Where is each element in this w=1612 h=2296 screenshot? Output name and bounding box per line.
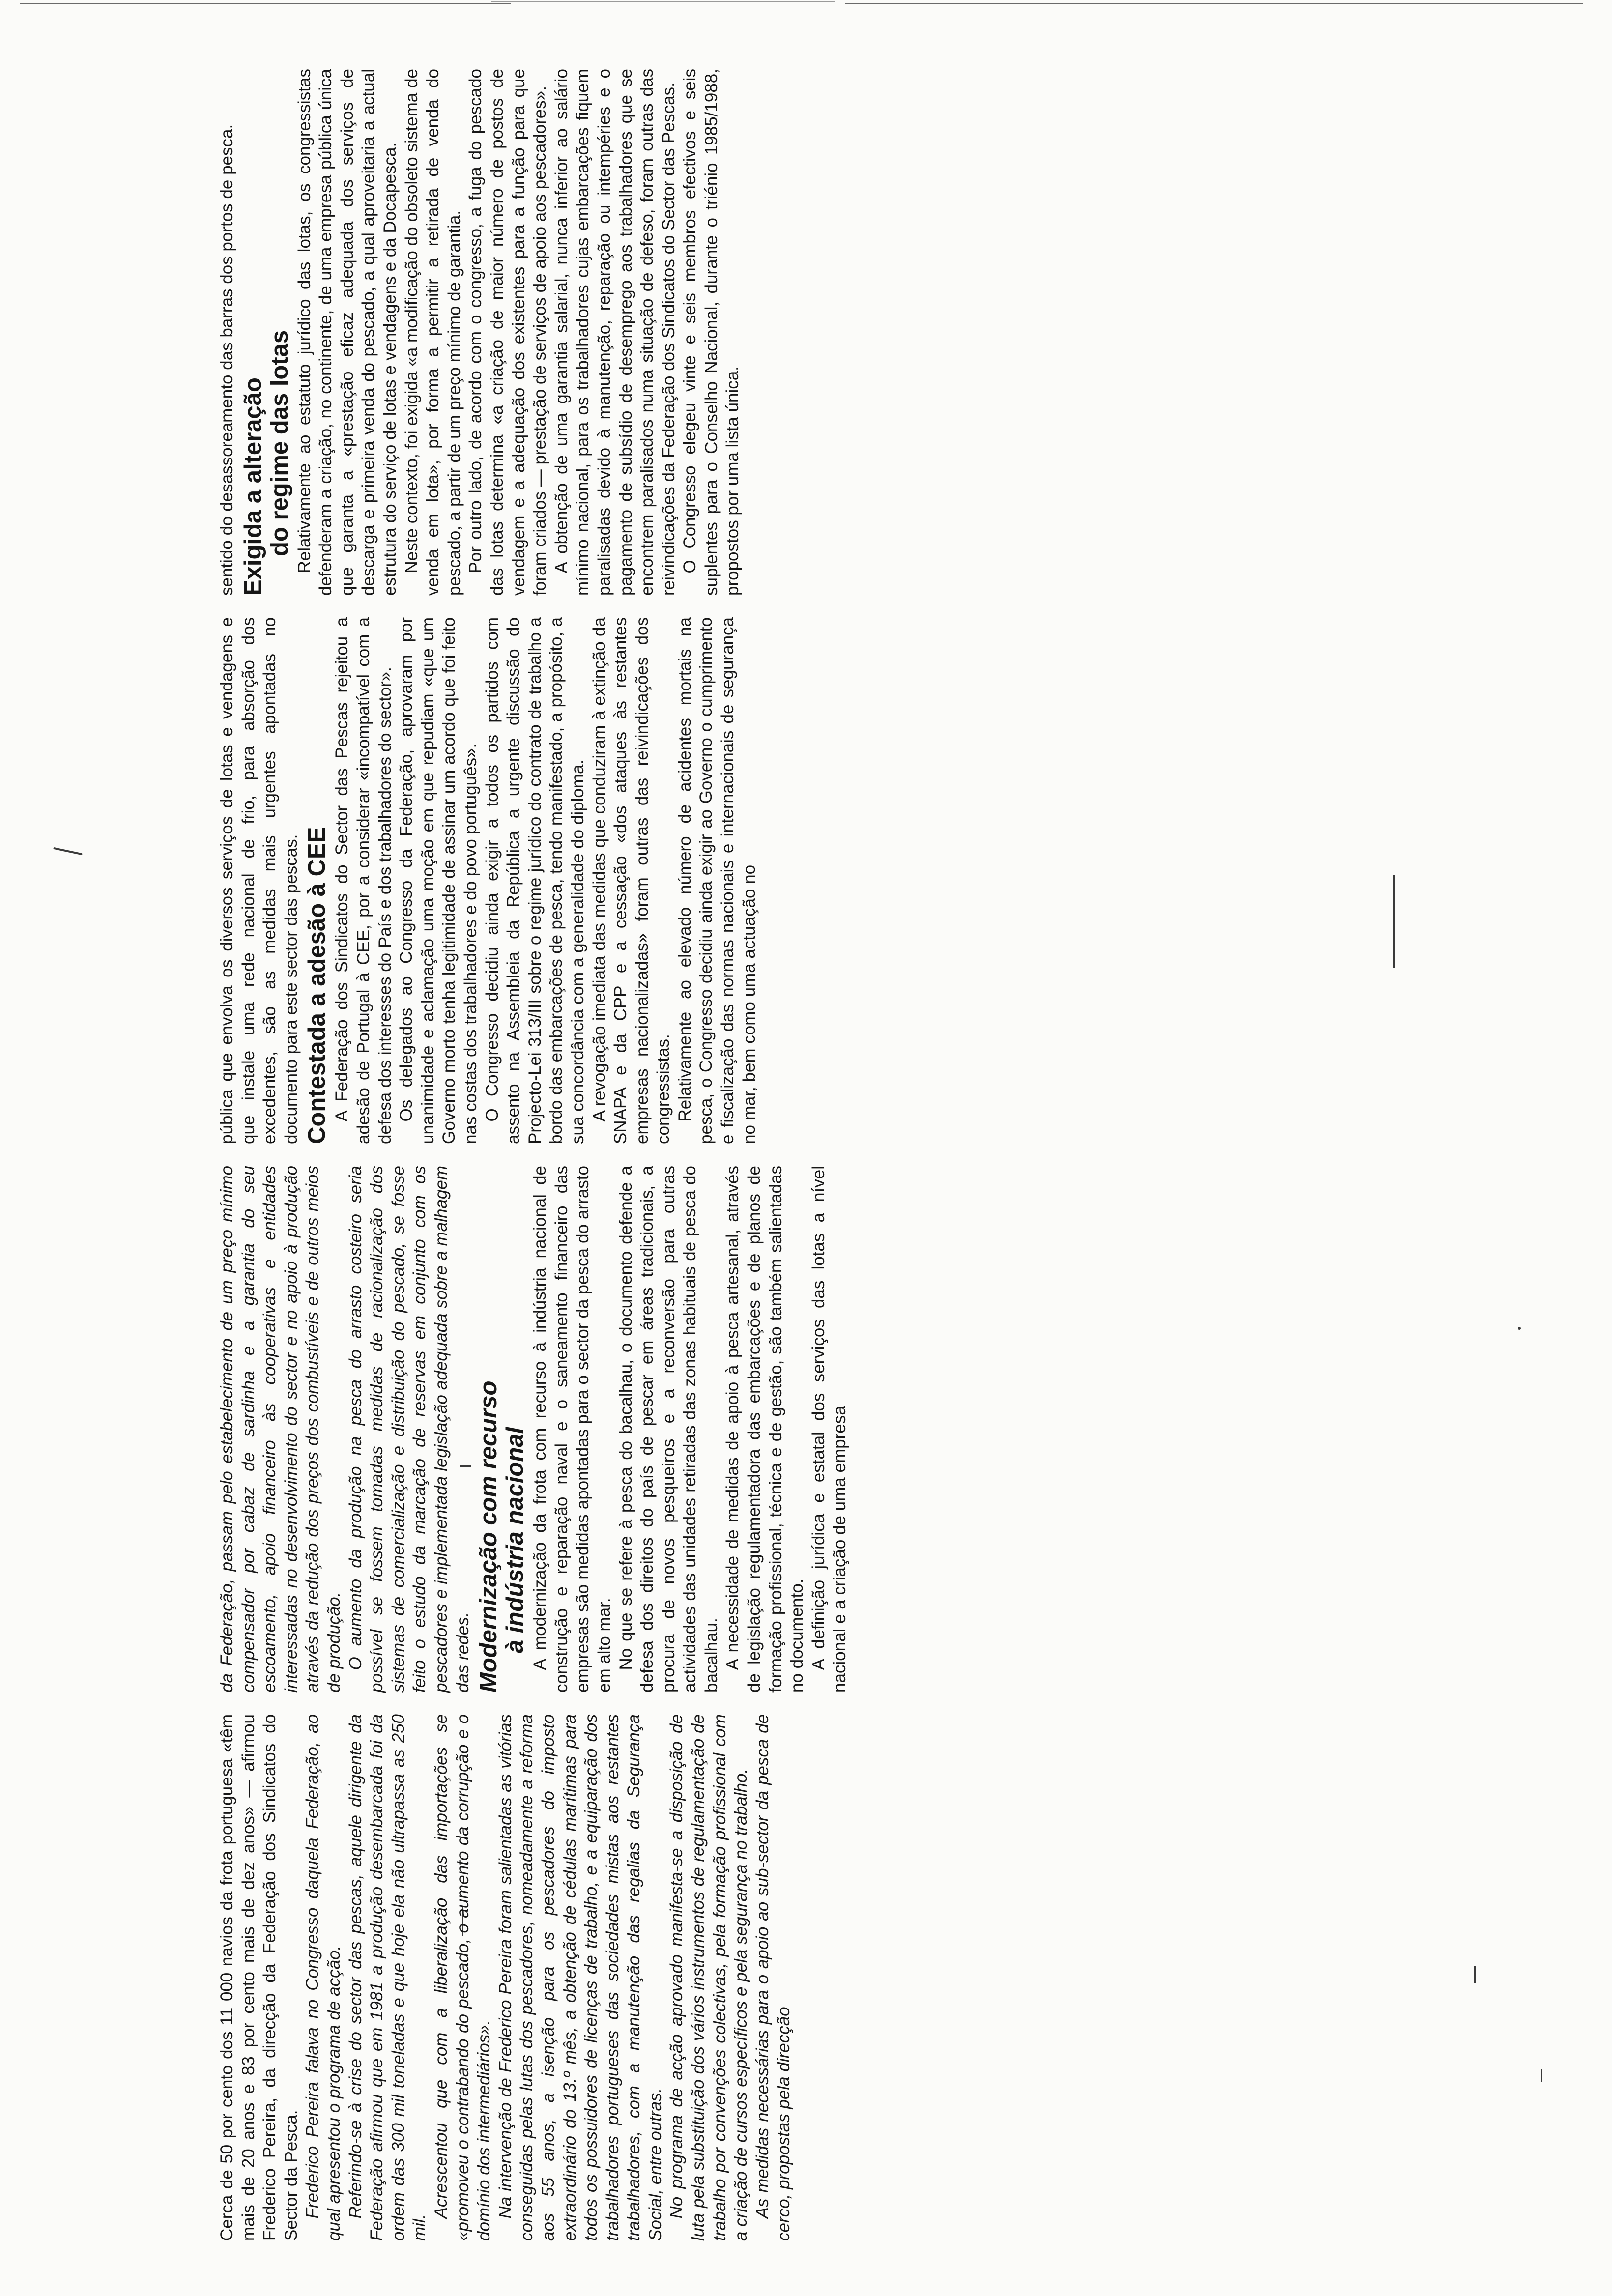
newspaper-article [216, 69, 1465, 2241]
scan-mark [1541, 2069, 1542, 2082]
paragraph: Por outro lado, de acordo com o congresso, a fuga do pescado das lotas determina «a criação de maior número de postos de vendagem e a adequação dos existentes para a função para que foram criados — prestação de serviços de apoio aos pescadores». [466, 69, 550, 596]
paragraph: As medidas necessárias para o apoio ao sub-sector da pesca de cerco, propostas pela direcção [752, 1714, 794, 2241]
paragraph: A necessidade de medidas de apoio à pesca artesanal, através de legislação regulamentadora das embarcações e de planos de formação profissional, técnica e de gestão, são também salientadas no documento. [723, 1166, 807, 1693]
section-heading-modernizacao [475, 1166, 528, 1693]
article-column-1 [216, 1714, 1465, 2241]
heading-line: à indústria nacional [502, 1427, 529, 1653]
paragraph: A Federação dos Sindicatos do Sector das Pescas rejeitou a adesão de Portugal à CEE, por a considerar «incompatível com a defesa dos interesses do País e dos trabalhadores do sector». [332, 617, 395, 1144]
article-column-2 [216, 1166, 1465, 1693]
paragraph: Cerca de 50 por cento dos 11 000 navios da frota portuguesa «têm mais de 20 anos e 83 por cento mais de dez anos» — afirmou Frederico Pereira, da direcção da Federação dos Sindicatos do Sector da Pesca. [217, 1714, 301, 2241]
paragraph: Os delegados ao Congresso da Federação, aprovaram por unanimidade e aclamação uma moção em que repudiam «que um Governo morto tenha legitimidade de assinar um acordo que foi feito nas costas dos trabalhadores e do povo português». [397, 617, 480, 1144]
paragraph: O Congresso decidiu ainda exigir a todos os partidos com assento na Assembleia da República a urgente discussão do Projecto-Lei 313/III sobre o regime jurídico do contrato de trabalho a bordo das embarcações de pesca, tendo manifestado, a propósito, a sua concordância com a generalidade do diploma. [482, 617, 587, 1144]
paragraph: Frederico Pereira falava no Congresso daquela Federação, ao qual apresentou o programa de acção. [303, 1714, 344, 2241]
paragraph: O aumento da produção na pesca do arrasto costeiro seria possível se fossem tomadas medidas de racionalização dos sistemas de comercialização e distribuição do pescado, se fosse feito o estudo da marcação de reservas em conjunto com os pescadores e implementada legislação adequada sobre a malhagem das redes. [345, 1166, 472, 1693]
scan-edge-line [845, 3, 1583, 4]
paragraph: No que se refere à pesca do bacalhau, o documento defende a defesa dos direitos do país de pescar em áreas tradicionais, a procura de novos pesqueiros e a reconversão para outras actividades das unidades retiradas das zonas habituais de pesca do bacalhau. [616, 1166, 721, 1693]
scan-edge-line [20, 3, 511, 4]
section-heading-cee: Contestada a adesão à CEE [304, 827, 331, 1144]
scan-mark [1474, 1966, 1476, 1983]
paragraph: Neste contexto, foi exigida «a modificação do obsoleto sistema de venda em lota», por forma a permitir a retirada de venda do pescado, a partir de um preço mínimo de garantia. [402, 69, 464, 596]
scan-edge-line [491, 1, 835, 2]
paragraph: Referindo-se à crise do sector das pescas, aquele dirigente da Federação afirmou que em 1981 a produção desembarcada foi da ordem das 300 mil toneladas e que hoje ela não ultrapassa as 250 mil. [345, 1714, 430, 2241]
scan-mark [1518, 1327, 1521, 1330]
paragraph: pública que envolva os diversos serviços de lotas e vendagens e que instale uma rede nacional de frio, para absorção dos excedentes, são as medidas mais urgentes apontadas no documento para este sector das pescas. [217, 617, 301, 1144]
paragraph: Relativamente ao elevado número de acidentes mortais na pesca, o Congresso decidiu ainda exigir ao Governo o cumprimento e fiscalização das normas nacionais e internacionais de segurança no mar, bem como uma actuação no [675, 617, 759, 1144]
heading-line: Exigida a alteração [239, 377, 266, 596]
article-column-4 [216, 69, 1465, 596]
section-heading-lotas [240, 69, 293, 596]
scan-mark [53, 847, 83, 855]
heading-line: do regime das lotas [266, 330, 293, 556]
paragraph: Relativamente ao estatuto jurídico das lotas, os congressistas defenderam a criação, no continente, de uma empresa pública única que garanta a «prestação eficaz adequada dos serviços de descarga e primeira venda do pescado, a qual aproveitaria a actual estrutura do serviço de lotas e vendagens e da Docapesca. [294, 69, 400, 596]
paragraph: A obtenção de uma garantia salarial, nunca inferior ao salário mínimo nacional, para os trabalhadores cujas embarcações fiquem paralisadas devido à manutenção, reparação ou intempéries e o pagamento de subsídio de desemprego aos trabalhadores que se encontrem paralisados numa situação de defeso, foram outras das reivindicações da Federação dos Sindicatos do Sector das Pescas. [551, 69, 678, 596]
paragraph: No programa de acção aprovado manifesta-se a disposição de luta pela substituição dos vários instrumentos de regulamentação de trabalho por convenções colectivas, pela formação profissional com a criação de cursos específicos e pela segurança no trabalho. [667, 1714, 751, 2241]
paragraph: A modernização da frota com recurso à indústria nacional de construção e reparação naval e o saneamento financeiro das empresas são medidas apontadas para o sector da pesca do arrasto em alto mar. [530, 1166, 614, 1693]
paragraph: A definição jurídica e estatal dos serviços das lotas a nível nacional e a criação de uma empresa [808, 1166, 850, 1693]
paragraph: O Congresso elegeu vinte e seis membros efectivos e seis suplentes para o Conselho Nacional, durante o triénio 1985/1988, propostos por uma lista única. [680, 69, 743, 596]
paragraph: sentido do desassoreamento das barras dos portos de pesca. [217, 124, 236, 596]
article-column-3 [216, 617, 1465, 1144]
heading-line: Modernização com recurso [475, 1380, 502, 1693]
paragraph: Acrescentou que com a liberalização das importações se «promoveu o contrabando do pescado, o aumento da corrupção e o domínio dos intermediários». [431, 1714, 494, 2241]
paragraph: A revogação imediata das medidas que conduziram à extinção da SNAPA e da CPP e a cessação «dos ataques às restantes empresas nacionalizadas» foram outras das reivindicações dos congressistas. [589, 617, 673, 1144]
paragraph: Na intervenção de Frederico Pereira foram salientadas as vitórias conseguidas pelas lutas dos pescadores, nomeadamente a reforma aos 55 anos, a isenção para os pescadores do imposto extraordinário do 13.º mês, a obtenção de cédulas marítimas para todos os possuidores de licenças de trabalho, e a equiparação dos trabalhadores portugueses das sociedades mistas aos restantes trabalhadores, com a manutenção das regalias da Segurança Social, entre outras. [495, 1714, 665, 2241]
paragraph: da Federação, passam pelo estabelecimento de um preço mínimo compensador por cabaz de sardinha e a garantia do seu escoamento, apoio financeiro às cooperativas e entidades interessadas no desenvolvimento do sector e no apoio à produção através da redução dos preços dos combustíveis e de outros meios de produção. [217, 1166, 344, 1693]
